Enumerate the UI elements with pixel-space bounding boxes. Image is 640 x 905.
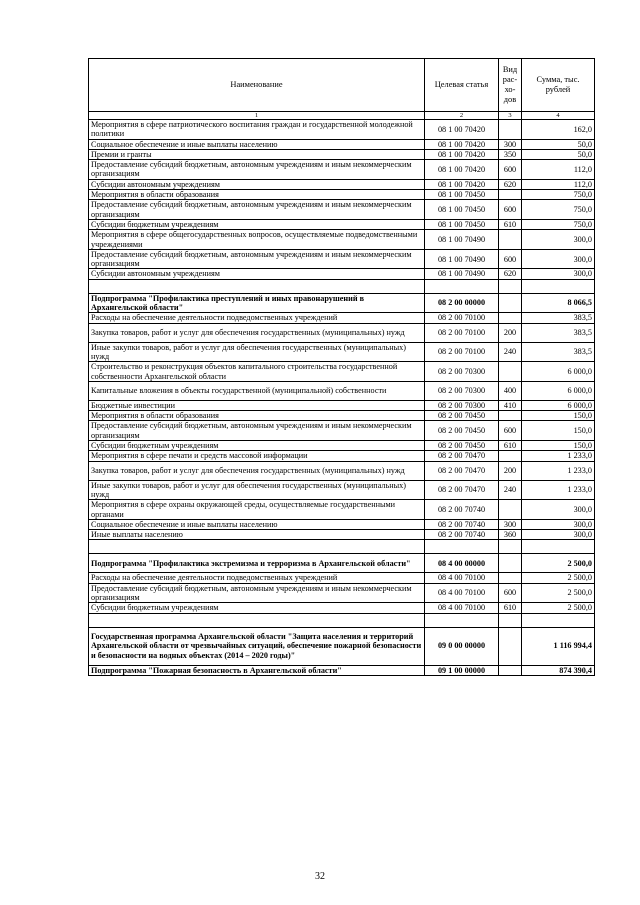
table-row — [89, 627, 595, 665]
cell-target-article: 08 2 00 70300 — [425, 400, 499, 410]
cell-sum: 300,0 — [522, 249, 595, 269]
cell-expense-type: 360 — [499, 530, 522, 540]
cell-expense-type: 610 — [499, 219, 522, 229]
cell-name: Субсидии автономным учреждениям — [89, 179, 425, 189]
column-number: 3 — [499, 112, 522, 120]
cell-target-article: 08 2 00 70470 — [425, 461, 499, 480]
cell-sum: 750,0 — [522, 219, 595, 229]
table-row — [89, 583, 595, 603]
cell-target-article: 08 1 00 70420 — [425, 120, 499, 140]
cell-sum: 112,0 — [522, 160, 595, 180]
cell-target-article — [425, 613, 499, 627]
cell-target-article: 08 1 00 70420 — [425, 160, 499, 180]
cell-sum: 2 500,0 — [522, 573, 595, 583]
cell-expense-type — [499, 613, 522, 627]
cell-target-article: 08 1 00 70450 — [425, 190, 499, 200]
cell-target-article: 08 1 00 70420 — [425, 139, 499, 149]
cell-target-article: 08 2 00 70740 — [425, 519, 499, 529]
header-target-article: Целевая статья — [425, 59, 499, 112]
cell-expense-type: 600 — [499, 583, 522, 603]
column-number-row — [89, 112, 595, 120]
cell-expense-type — [499, 279, 522, 293]
cell-target-article: 08 2 00 70450 — [425, 411, 499, 421]
table-row — [89, 665, 595, 675]
cell-name: Иные выплаты населению — [89, 530, 425, 540]
cell-sum: 8 066,5 — [522, 293, 595, 313]
cell-expense-type — [499, 540, 522, 554]
cell-target-article — [425, 279, 499, 293]
cell-expense-type — [499, 451, 522, 461]
table-row — [89, 190, 595, 200]
cell-expense-type: 200 — [499, 461, 522, 480]
cell-expense-type — [499, 573, 522, 583]
cell-expense-type — [499, 411, 522, 421]
cell-target-article: 08 1 00 70450 — [425, 200, 499, 220]
cell-target-article: 08 2 00 70470 — [425, 451, 499, 461]
table-row — [89, 573, 595, 583]
cell-name: Закупка товаров, работ и услуг для обеспечения государственных (муниципальных) нужд — [89, 323, 425, 342]
cell-name: Субсидии бюджетным учреждениям — [89, 441, 425, 451]
cell-expense-type: 300 — [499, 519, 522, 529]
table-row — [89, 269, 595, 279]
cell-expense-type: 620 — [499, 179, 522, 189]
cell-target-article: 08 2 00 00000 — [425, 293, 499, 313]
cell-sum: 1 233,0 — [522, 461, 595, 480]
table-row — [89, 381, 595, 400]
spacer-row — [89, 279, 595, 293]
cell-name: Мероприятия в сфере печати и средств массовой информации — [89, 451, 425, 461]
cell-name: Предоставление субсидий бюджетным, автономным учреждениям и иным некоммерческим организациям — [89, 249, 425, 269]
table-row — [89, 519, 595, 529]
cell-target-article: 08 2 00 70100 — [425, 342, 499, 362]
cell-expense-type: 600 — [499, 160, 522, 180]
cell-sum: 874 390,4 — [522, 665, 595, 675]
cell-name: Премии и гранты — [89, 149, 425, 159]
page-number: 32 — [315, 871, 325, 882]
cell-expense-type — [499, 500, 522, 520]
cell-expense-type — [499, 230, 522, 250]
cell-name: Предоставление субсидий бюджетным, автономным учреждениям и иным некоммерческим организациям — [89, 160, 425, 180]
table-row — [89, 230, 595, 250]
table-row — [89, 362, 595, 382]
cell-expense-type — [499, 627, 522, 665]
table-row — [89, 160, 595, 180]
cell-sum: 2 500,0 — [522, 583, 595, 603]
cell-expense-type: 610 — [499, 441, 522, 451]
cell-name: Закупка товаров, работ и услуг для обеспечения государственных (муниципальных) нужд — [89, 461, 425, 480]
table-row — [89, 530, 595, 540]
cell-target-article: 08 4 00 00000 — [425, 554, 499, 573]
cell-sum: 50,0 — [522, 149, 595, 159]
table-row — [89, 219, 595, 229]
table-row — [89, 249, 595, 269]
cell-target-article: 08 2 00 70450 — [425, 441, 499, 451]
cell-sum: 6 000,0 — [522, 400, 595, 410]
cell-name: Предоставление субсидий бюджетным, автономным учреждениям и иным некоммерческим организациям — [89, 583, 425, 603]
cell-target-article: 08 2 00 70300 — [425, 362, 499, 382]
cell-name: Подпрограмма "Пожарная безопасность в Архангельской области" — [89, 665, 425, 675]
cell-target-article: 08 1 00 70490 — [425, 249, 499, 269]
cell-name: Капитальные вложения в объекты государственной (муниципальной) собственности — [89, 381, 425, 400]
cell-expense-type: 600 — [499, 200, 522, 220]
table-row — [89, 461, 595, 480]
cell-target-article: 08 1 00 70450 — [425, 219, 499, 229]
cell-sum: 1 116 994,4 — [522, 627, 595, 665]
cell-sum: 6 000,0 — [522, 362, 595, 382]
cell-sum: 1 233,0 — [522, 480, 595, 500]
table-row — [89, 441, 595, 451]
cell-expense-type — [499, 190, 522, 200]
table-row — [89, 313, 595, 323]
cell-name: Мероприятия в сфере охраны окружающей среды, осуществляемые государственными органами — [89, 500, 425, 520]
cell-expense-type: 200 — [499, 323, 522, 342]
cell-name: Социальное обеспечение и иные выплаты населению — [89, 519, 425, 529]
cell-sum: 383,5 — [522, 323, 595, 342]
cell-target-article: 08 2 00 70470 — [425, 480, 499, 500]
cell-expense-type: 350 — [499, 149, 522, 159]
cell-name: Бюджетные инвестиции — [89, 400, 425, 410]
table-row — [89, 293, 595, 313]
cell-expense-type: 620 — [499, 269, 522, 279]
cell-sum — [522, 279, 595, 293]
cell-name: Предоставление субсидий бюджетным, автономным учреждениям и иным некоммерческим организациям — [89, 200, 425, 220]
table-row — [89, 149, 595, 159]
table-row — [89, 342, 595, 362]
cell-name — [89, 279, 425, 293]
cell-name — [89, 540, 425, 554]
spacer-row — [89, 613, 595, 627]
cell-expense-type: 400 — [499, 381, 522, 400]
cell-name: Государственная программа Архангельской области "Защита населения и территорий Архангельской области от чрезвычайных ситуаций, обеспечение пожарной безопасности и безопасности на водных объектах (2014 – 2020 годы)" — [89, 627, 425, 665]
cell-target-article: 08 1 00 70490 — [425, 269, 499, 279]
cell-target-article: 08 4 00 70100 — [425, 583, 499, 603]
cell-sum: 300,0 — [522, 230, 595, 250]
cell-target-article: 09 0 00 00000 — [425, 627, 499, 665]
table-row — [89, 603, 595, 613]
table-row — [89, 179, 595, 189]
cell-sum: 1 233,0 — [522, 451, 595, 461]
cell-name: Предоставление субсидий бюджетным, автономным учреждениям и иным некоммерческим организациям — [89, 421, 425, 441]
cell-name: Мероприятия в сфере общегосударственных вопросов, осуществляемые подведомственными учреждениями — [89, 230, 425, 250]
table-row — [89, 139, 595, 149]
table-row — [89, 411, 595, 421]
cell-expense-type: 600 — [499, 249, 522, 269]
cell-sum: 383,5 — [522, 342, 595, 362]
cell-sum: 150,0 — [522, 441, 595, 451]
cell-target-article: 09 1 00 00000 — [425, 665, 499, 675]
cell-expense-type: 240 — [499, 342, 522, 362]
cell-target-article: 08 1 00 70490 — [425, 230, 499, 250]
cell-target-article: 08 2 00 70740 — [425, 500, 499, 520]
budget-table — [88, 58, 595, 676]
cell-expense-type: 240 — [499, 480, 522, 500]
cell-sum: 50,0 — [522, 139, 595, 149]
cell-name: Расходы на обеспечение деятельности подведомственных учреждений — [89, 313, 425, 323]
cell-name: Социальное обеспечение и иные выплаты населению — [89, 139, 425, 149]
cell-expense-type — [499, 313, 522, 323]
cell-name: Иные закупки товаров, работ и услуг для обеспечения государственных (муниципальных) нужд — [89, 480, 425, 500]
cell-target-article: 08 4 00 70100 — [425, 573, 499, 583]
cell-name: Субсидии бюджетным учреждениям — [89, 603, 425, 613]
cell-name: Строительство и реконструкция объектов капитального строительства государственной собственности Архангельской области — [89, 362, 425, 382]
cell-name: Расходы на обеспечение деятельности подведомственных учреждений — [89, 573, 425, 583]
column-number: 1 — [89, 112, 425, 120]
cell-sum: 300,0 — [522, 519, 595, 529]
cell-sum — [522, 613, 595, 627]
cell-sum: 150,0 — [522, 421, 595, 441]
spacer-row — [89, 540, 595, 554]
cell-expense-type: 600 — [499, 421, 522, 441]
cell-sum: 300,0 — [522, 269, 595, 279]
table-row — [89, 120, 595, 140]
cell-name: Подпрограмма "Профилактика экстремизма и терроризма в Архангельской области" — [89, 554, 425, 573]
table-row — [89, 480, 595, 500]
cell-name: Субсидии автономным учреждениям — [89, 269, 425, 279]
cell-expense-type: 610 — [499, 603, 522, 613]
cell-name: Мероприятия в сфере патриотического воспитания граждан и государственной молодежной политики — [89, 120, 425, 140]
header-expense-type: Вид рас- хо- дов — [499, 59, 522, 112]
header-sum: Сумма, тыс. рублей — [522, 59, 595, 112]
cell-expense-type — [499, 293, 522, 313]
cell-target-article: 08 4 00 70100 — [425, 603, 499, 613]
cell-sum — [522, 540, 595, 554]
cell-sum: 750,0 — [522, 190, 595, 200]
cell-sum: 383,5 — [522, 313, 595, 323]
table-row — [89, 500, 595, 520]
table-header-row — [89, 59, 595, 112]
table-row — [89, 400, 595, 410]
cell-name: Подпрограмма "Профилактика преступлений и иных правонарушений в Архангельской области" — [89, 293, 425, 313]
cell-target-article — [425, 540, 499, 554]
column-number: 4 — [522, 112, 595, 120]
cell-expense-type — [499, 665, 522, 675]
cell-sum: 750,0 — [522, 200, 595, 220]
cell-target-article: 08 2 00 70100 — [425, 323, 499, 342]
cell-expense-type — [499, 120, 522, 140]
cell-target-article: 08 2 00 70740 — [425, 530, 499, 540]
header-name: Наименование — [89, 59, 425, 112]
cell-target-article: 08 2 00 70100 — [425, 313, 499, 323]
cell-sum: 162,0 — [522, 120, 595, 140]
cell-target-article: 08 2 00 70450 — [425, 421, 499, 441]
cell-sum: 2 500,0 — [522, 554, 595, 573]
table-row — [89, 200, 595, 220]
cell-expense-type — [499, 554, 522, 573]
cell-target-article: 08 2 00 70300 — [425, 381, 499, 400]
cell-name: Иные закупки товаров, работ и услуг для обеспечения государственных (муниципальных) нужд — [89, 342, 425, 362]
cell-expense-type: 410 — [499, 400, 522, 410]
table-row — [89, 421, 595, 441]
cell-target-article: 08 1 00 70420 — [425, 179, 499, 189]
table-row — [89, 554, 595, 573]
cell-name: Мероприятия в области образования — [89, 411, 425, 421]
cell-sum: 300,0 — [522, 500, 595, 520]
cell-name: Мероприятия в области образования — [89, 190, 425, 200]
cell-name: Субсидии бюджетным учреждениям — [89, 219, 425, 229]
cell-sum: 150,0 — [522, 411, 595, 421]
cell-name — [89, 613, 425, 627]
cell-sum: 2 500,0 — [522, 603, 595, 613]
cell-sum: 300,0 — [522, 530, 595, 540]
table-row — [89, 323, 595, 342]
cell-target-article: 08 1 00 70420 — [425, 149, 499, 159]
cell-expense-type — [499, 362, 522, 382]
table-row — [89, 451, 595, 461]
cell-expense-type: 300 — [499, 139, 522, 149]
column-number: 2 — [425, 112, 499, 120]
cell-sum: 6 000,0 — [522, 381, 595, 400]
cell-sum: 112,0 — [522, 179, 595, 189]
